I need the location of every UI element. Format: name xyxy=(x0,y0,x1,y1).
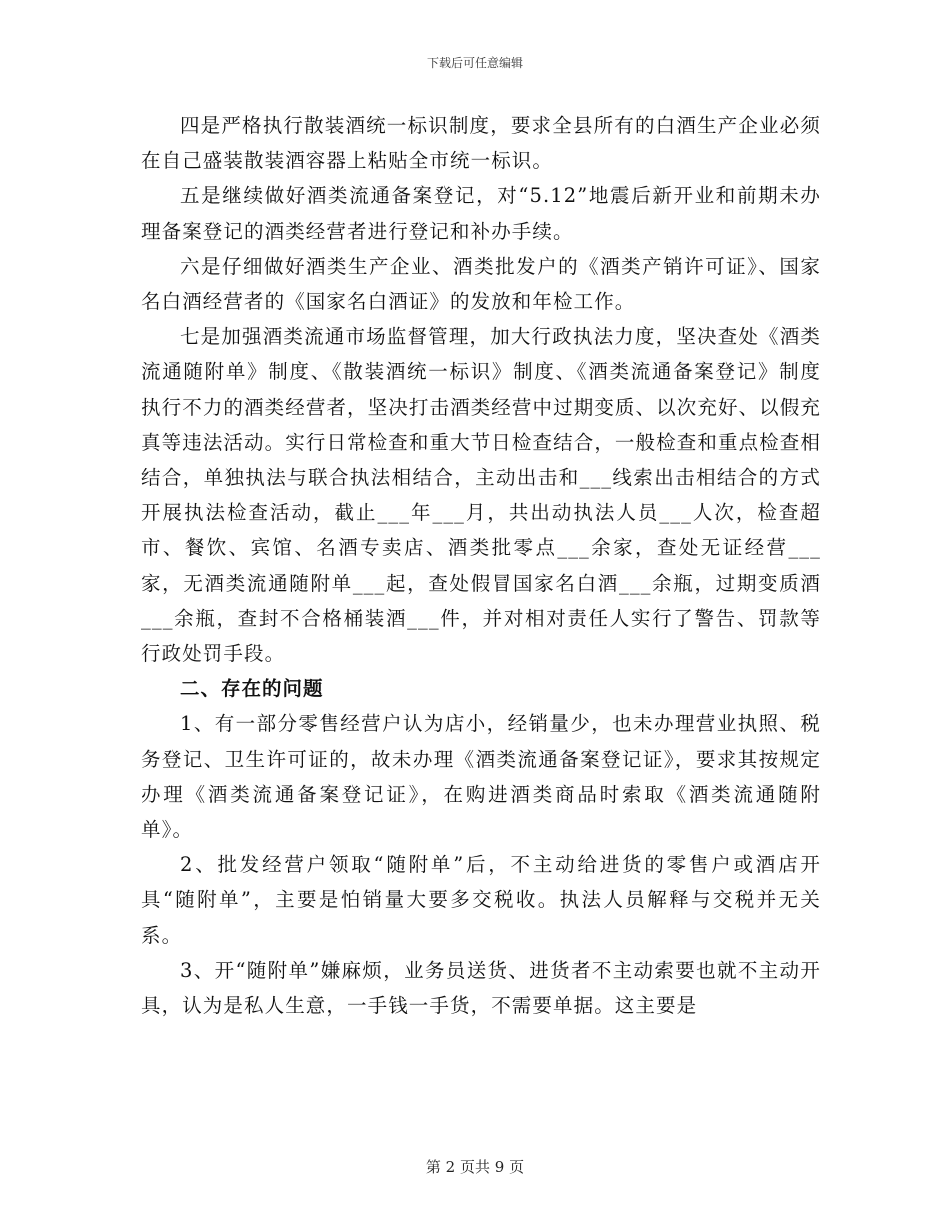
section-heading: 二、存在的问题 xyxy=(180,677,324,701)
paragraph-four: 四是严格执行散装酒统一标识制度，要求全县所有的白酒生产企业必须在自己盛装散装酒容器上粘贴全市统一标识。 xyxy=(141,114,821,173)
problem-item-2: 2、批发经营户领取“随附单”后，不主动给进货的零售户或酒店开具“随附单”，主要是怕销量大要多交税收。执法人员解释与交税并无关系。 xyxy=(141,853,821,947)
problem-item-3: 3、开“随附单”嫌麻烦，业务员送货、进货者不主动索要也就不主动开具，认为是私人生意，一手钱一手货，不需要单据。这主要是 xyxy=(141,958,821,1018)
page-number-footer: 第 2 页共 9 页 xyxy=(425,1158,525,1176)
paragraph-six: 六是仔细做好酒类生产企业、酒类批发户的《酒类产销许可证》、国家名白酒经营者的《国家名白酒证》的发放和年检工作。 xyxy=(141,254,821,314)
paragraph-five: 五是继续做好酒类流通备案登记，对“5.12”地震后新开业和前期未办理备案登记的酒类经营者进行登记和补办手续。 xyxy=(141,184,821,243)
page-header: 下载后可任意编辑 xyxy=(426,56,523,70)
paragraph-seven: 七是加强酒类流通市场监督管理，加大行政执法力度，坚决查处《酒类流通随附单》制度、《散装酒统一标识》制度、《酒类流通备案登记》制度执行不力的酒类经营者，坚决打击酒类经营中过期变质、以次充好、以假充真等违法活动。实行日常检查和重大节日检查结合，一般检查和重点检查相结合，单独执法与联合执法相结合，主动出击和___线索出击相结合的方式开展执法检查活动，截止___年___月，共出动执法人员___人次，检查超市、餐饮、宾馆、名酒专卖店、酒类批零点___余家，查处无证经营___家，无酒类流通随附单___起，查处假冒国家名白酒___余瓶，过期变质酒___余瓶，查封不合格桶装酒___件，并对相对责任人实行了警告、罚款等行政处罚手段。 xyxy=(141,325,821,666)
document-body xyxy=(141,108,821,1023)
problem-item-1: 1、有一部分零售经营户认为店小，经销量少，也未办理营业执照、税务登记、卫生许可证的，故未办理《酒类流通备案登记证》，要求其按规定办理《酒类流通备案登记证》，在购进酒类商品时索取《酒类流通随附单》。 xyxy=(141,712,821,842)
